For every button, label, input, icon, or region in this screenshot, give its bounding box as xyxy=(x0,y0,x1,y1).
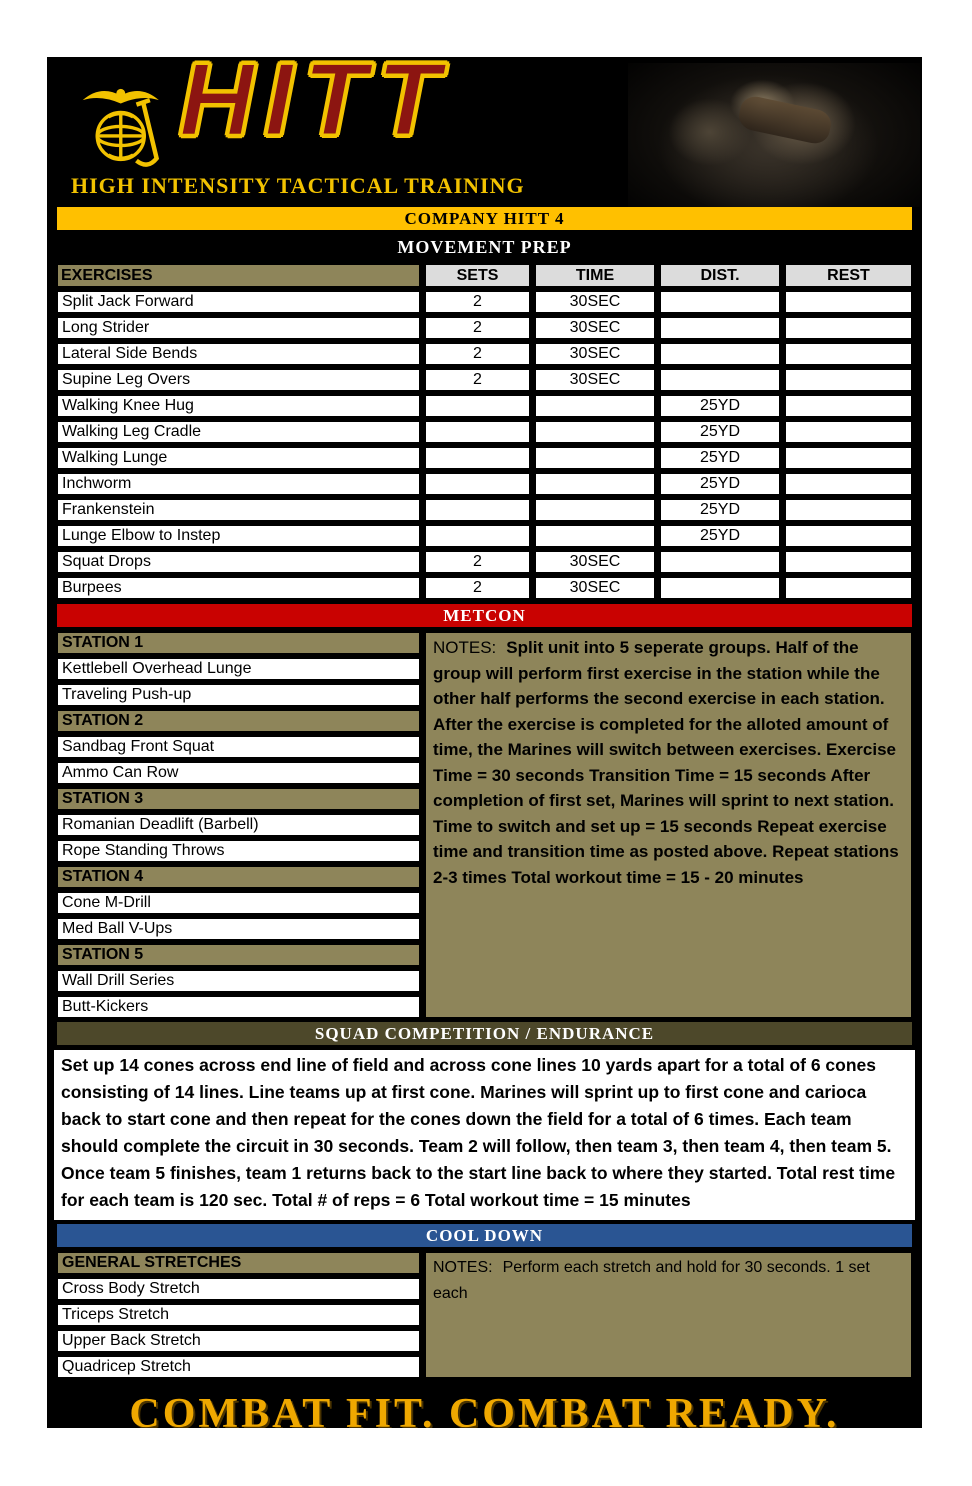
dist-value: 25YD xyxy=(660,473,780,495)
rest-value xyxy=(785,473,912,495)
dist-value: 25YD xyxy=(660,447,780,469)
sets-value: 2 xyxy=(425,317,530,339)
eagle-globe-anchor-icon xyxy=(67,67,179,187)
column-header-rest: REST xyxy=(785,264,912,287)
time-value xyxy=(535,447,655,469)
sets-value: 2 xyxy=(425,577,530,599)
exercise-name: Lunge Elbow to Instep xyxy=(57,525,420,547)
notes-text: Perform each stretch and hold for 30 seconds. 1 set each xyxy=(433,1259,870,1302)
sets-value: 2 xyxy=(425,343,530,365)
metcon-banner: METCON xyxy=(57,604,912,627)
column-header-sets: SETS xyxy=(425,264,530,287)
dist-value xyxy=(660,369,780,391)
station-header: STATION 2 xyxy=(57,710,420,732)
stretches-list xyxy=(57,1252,420,1378)
metcon-section xyxy=(57,632,912,1018)
station-exercise: Sandbag Front Squat xyxy=(57,736,420,758)
column-header-exercises: EXERCISES xyxy=(57,264,420,287)
stretch-name: Upper Back Stretch xyxy=(57,1330,420,1352)
hitt-subtitle: HIGH INTENSITY TACTICAL TRAINING xyxy=(71,173,525,198)
header xyxy=(47,57,922,207)
slogan: COMBAT FIT. COMBAT READY. xyxy=(129,1391,840,1428)
column-header-time: TIME xyxy=(535,264,655,287)
sets-value xyxy=(425,395,530,417)
stations-list xyxy=(57,632,420,1018)
exercise-name: Walking Lunge xyxy=(57,447,420,469)
sets-value xyxy=(425,421,530,443)
time-value xyxy=(535,395,655,417)
exercise-name: Long Strider xyxy=(57,317,420,339)
cool-down-notes xyxy=(425,1252,912,1378)
time-value: 30SEC xyxy=(535,551,655,573)
cool-down-section xyxy=(57,1252,912,1378)
station-exercise: Traveling Push-up xyxy=(57,684,420,706)
dist-value xyxy=(660,291,780,313)
time-value xyxy=(535,421,655,443)
exercise-name: Inchworm xyxy=(57,473,420,495)
time-value: 30SEC xyxy=(535,577,655,599)
rest-value xyxy=(785,395,912,417)
hitt-wordmark: HITT xyxy=(179,57,451,158)
station-exercise: Butt-Kickers xyxy=(57,996,420,1018)
station-header: STATION 1 xyxy=(57,632,420,654)
dist-value xyxy=(660,343,780,365)
cool-down-banner: COOL DOWN xyxy=(57,1224,912,1247)
exercise-name: Walking Knee Hug xyxy=(57,395,420,417)
time-value xyxy=(535,473,655,495)
station-header: STATION 5 xyxy=(57,944,420,966)
time-value: 30SEC xyxy=(535,369,655,391)
dist-value xyxy=(660,577,780,599)
station-exercise: Rope Standing Throws xyxy=(57,840,420,862)
log-shape xyxy=(736,94,833,146)
rest-value xyxy=(785,499,912,521)
rest-value xyxy=(785,447,912,469)
exercise-name: Lateral Side Bends xyxy=(57,343,420,365)
time-value: 30SEC xyxy=(535,291,655,313)
rest-value xyxy=(785,317,912,339)
stretches-header: GENERAL STRETCHES xyxy=(57,1252,420,1274)
time-value xyxy=(535,499,655,521)
sets-value: 2 xyxy=(425,291,530,313)
rest-value xyxy=(785,551,912,573)
workout-sheet xyxy=(47,57,922,1428)
dist-value: 25YD xyxy=(660,525,780,547)
station-exercise: Romanian Deadlift (Barbell) xyxy=(57,814,420,836)
station-exercise: Wall Drill Series xyxy=(57,970,420,992)
station-exercise: Kettlebell Overhead Lunge xyxy=(57,658,420,680)
company-banner: COMPANY HITT 4 xyxy=(57,207,912,230)
sets-value: 2 xyxy=(425,369,530,391)
dist-value xyxy=(660,317,780,339)
station-header: STATION 4 xyxy=(57,866,420,888)
squad-competition-banner: SQUAD COMPETITION / ENDURANCE xyxy=(57,1022,912,1045)
dist-value: 25YD xyxy=(660,499,780,521)
squad-competition-text: Set up 14 cones across end line of field and across cone lines 10 yards apart for a total of 6 cones consisting of 14 lines. Line teams up at first cone. Marines will sprint up to first cone and carioca back to start cone and then repeat for the cones down the field for a total of 6 times. Each team should complete the circuit in 30 seconds. Team 2 will follow, then team 3, then team 4, then team 5. Once team 5 finishes, team 1 returns back to the start line back to where they started. Total rest time for each team is 120 sec. Total # of reps = 6 Total workout time = 15 minutes xyxy=(53,1049,916,1221)
notes-label: NOTES: xyxy=(433,638,497,657)
sets-value: 2 xyxy=(425,551,530,573)
exercise-name: Frankenstein xyxy=(57,499,420,521)
time-value xyxy=(535,525,655,547)
movement-prep-banner: MOVEMENT PREP xyxy=(57,232,912,262)
marines-training-photo xyxy=(628,63,920,207)
stretch-name: Cross Body Stretch xyxy=(57,1278,420,1300)
sets-value xyxy=(425,525,530,547)
notes-label: NOTES: xyxy=(433,1259,493,1276)
rest-value xyxy=(785,343,912,365)
rest-value xyxy=(785,369,912,391)
station-exercise: Med Ball V-Ups xyxy=(57,918,420,940)
rest-value xyxy=(785,577,912,599)
stretch-name: Triceps Stretch xyxy=(57,1304,420,1326)
exercise-name: Supine Leg Overs xyxy=(57,369,420,391)
rest-value xyxy=(785,421,912,443)
dist-value: 25YD xyxy=(660,421,780,443)
time-value: 30SEC xyxy=(535,317,655,339)
station-exercise: Ammo Can Row xyxy=(57,762,420,784)
exercise-name: Walking Leg Cradle xyxy=(57,421,420,443)
dist-value xyxy=(660,551,780,573)
sets-value xyxy=(425,473,530,495)
station-exercise: Cone M-Drill xyxy=(57,892,420,914)
rest-value xyxy=(785,291,912,313)
station-header: STATION 3 xyxy=(57,788,420,810)
sets-value xyxy=(425,447,530,469)
movement-prep-table xyxy=(57,264,912,599)
notes-text: Split unit into 5 seperate groups. Half of the group will perform first exercise in the station while the other half performs the second exercise in each station. After the exercise is completed for the alloted amount of time, the Marines will switch between exercises. Exercise Time = 30 seconds Transition Time = 15 seconds After completion of first set, Marines will sprint to next station. Time to switch and set up = 15 seconds Repeat exercise time and transition time as posted above. Repeat stations 2-3 times Total workout time = 15 - 20 minutes xyxy=(433,638,899,887)
column-header-dist: DIST. xyxy=(660,264,780,287)
rest-value xyxy=(785,525,912,547)
sets-value xyxy=(425,499,530,521)
dist-value: 25YD xyxy=(660,395,780,417)
exercise-name: Squat Drops xyxy=(57,551,420,573)
exercise-name: Split Jack Forward xyxy=(57,291,420,313)
time-value: 30SEC xyxy=(535,343,655,365)
exercise-name: Burpees xyxy=(57,577,420,599)
stretch-name: Quadricep Stretch xyxy=(57,1356,420,1378)
metcon-notes xyxy=(425,632,912,1018)
